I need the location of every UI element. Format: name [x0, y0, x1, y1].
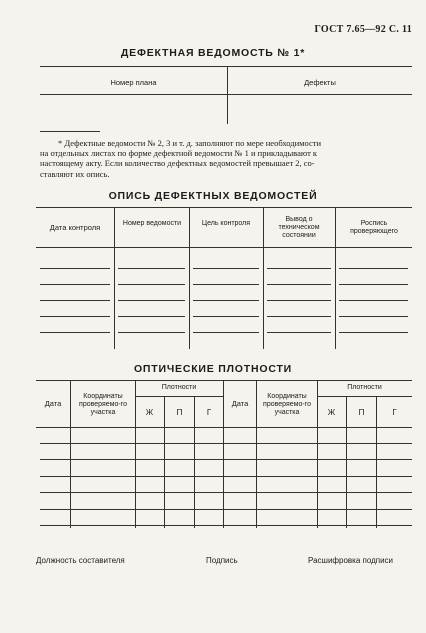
inv-col-date: Дата контроля: [49, 223, 101, 232]
footnote-separator: [40, 131, 100, 132]
density-sub-zh-right: Ж: [327, 408, 336, 417]
inventory-header-rule: [36, 247, 412, 248]
density-col-date-right: Дата: [231, 399, 249, 408]
footnote-line-1: * Дефектные ведомости № 2, 3 и т. д. заполняют по мере необходимости: [58, 138, 322, 148]
density-col-density-left: Плотности: [161, 384, 197, 391]
signature-label: Подпись: [206, 556, 238, 565]
inv-col-sheet-number: Номер ведомости: [122, 220, 182, 227]
col-plan-number: Номер плана: [110, 78, 157, 87]
signature-decoding-label: Расшифровка подписи: [308, 556, 394, 565]
density-top-rule: [36, 380, 412, 381]
inventory-title: ОПИСЬ ДЕФЕКТНЫХ ВЕДОМОСТЕЙ: [108, 190, 318, 202]
footnote-line-4: ставляют их опись.: [40, 168, 110, 179]
footnote-line-3: настоящему акту. Если количество дефектных ведомостей превышает 2, со-: [40, 158, 315, 169]
footnote-line-2: на отдельных листах по форме дефектной ведомости № 1 и прикладывают к: [40, 148, 318, 159]
inv-col-conclusion: Вывод о техническом состоянии: [278, 216, 320, 240]
defect-table-header-rule: [40, 94, 412, 95]
gost-header: ГОСТ 7.65—92 С. 11: [314, 24, 412, 35]
inventory-vline-4: [335, 207, 336, 349]
density-sub-p-right: П: [358, 408, 365, 417]
density-sub-p-left: П: [176, 408, 183, 417]
signature-position-label: Должность составителя: [36, 556, 125, 565]
density-sub-zh-left: Ж: [145, 408, 154, 417]
density-col-date-left: Дата: [44, 399, 62, 408]
footnote: [40, 138, 412, 179]
inventory-vline-2: [189, 207, 190, 349]
density-col-coords-left: Координаты проверяемо-го участка: [79, 393, 127, 417]
defect-sheet-title: ДЕФЕКТНАЯ ВЕДОМОСТЬ № 1*: [120, 47, 306, 59]
inv-col-signature: Роспись проверяющего: [350, 220, 398, 236]
density-header-rule: [36, 427, 412, 428]
density-sub-g-left: Г: [206, 408, 212, 417]
col-defects: Дефекты: [304, 78, 336, 87]
inventory-top-rule: [36, 207, 412, 208]
defect-table-divider: [227, 66, 228, 124]
inv-col-purpose: Цель контроля: [201, 220, 251, 227]
density-sub-g-right: Г: [392, 408, 397, 417]
density-title: ОПТИЧЕСКИЕ ПЛОТНОСТИ: [133, 363, 293, 375]
defect-table-top-rule: [40, 66, 412, 67]
density-col-coords-right: Координаты проверяемо-го участка: [263, 393, 311, 417]
inventory-vline-3: [263, 207, 264, 349]
inventory-vline-1: [114, 207, 115, 349]
density-col-density-right: Плотности: [347, 384, 382, 391]
